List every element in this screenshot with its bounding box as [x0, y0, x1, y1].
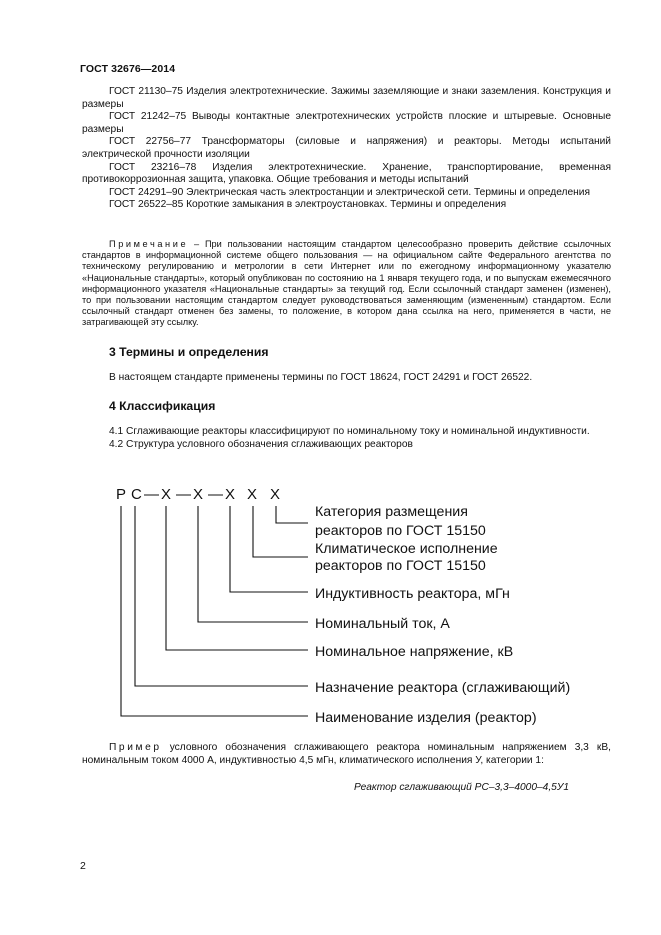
label-voltage: Номинальное напряжение, кВ [315, 644, 514, 660]
code-char: С [131, 486, 142, 503]
reference-item: ГОСТ 26522–85 Короткие замыкания в электроустановках. Термины и определения [109, 199, 507, 211]
reference-item: ГОСТ 23216–78 Изделия электротехнические. Хранение, транспортирование, временная противокоррозионная защита, упаковка. Общие требования и методы испытаний [82, 161, 611, 186]
label-climate-line2: реакторов по ГОСТ 15150 [315, 558, 486, 574]
document-header: ГОСТ 32676—2014 [80, 63, 176, 75]
leader-line-purpose [135, 506, 308, 686]
section-3-title: 3 Термины и определения [109, 345, 269, 359]
code-char: Х [225, 486, 236, 503]
code-char: — [144, 486, 159, 503]
code-char: Х [247, 486, 258, 503]
section-4-title: 4 Классификация [109, 399, 216, 413]
reference-item: ГОСТ 22756–77 Трансформаторы (силовые и напряжения) и реакторы. Методы испытаний электрической прочности изоляции [82, 136, 611, 160]
code-char: — [176, 486, 191, 503]
reference-item: ГОСТ 21242–75 Выводы контактные электротехнических устройств плоские и штыревые. Основные размеры [82, 111, 611, 135]
leader-line-product [121, 506, 308, 716]
label-inductance: Индуктивность реактора, мГн [315, 586, 510, 602]
reference-item: ГОСТ 24291–90 Электрическая часть электростанции и электрической сети. Термины и определения [109, 186, 590, 198]
code-char: Х [193, 486, 204, 503]
designation-labels [315, 504, 570, 726]
leader-line-voltage [166, 506, 308, 650]
label-placement-line1: Категория размещения [315, 504, 468, 520]
clause-4-1: 4.1 Сглаживающие реакторы классифицируют по номинальному току и номинальной индуктивности. [109, 426, 590, 437]
designation-code [116, 486, 280, 503]
code-char: — [208, 486, 223, 503]
note-text: – При пользовании настоящим стандартом целесообразно проверить действие ссылочных стандартов в информационной системе общего пользования — на официальном сайте Федерального агентства по техническому регулированию и метрологии в сети Интернет или по ежегодному информационному указателю «Национальные стандарты», который опубликован по состоянию на 1 января текущего года, и по выпускам ежемесячного информационного указателя «Национальные стандарты» за текущий год. Если ссылочный стандарт заменен (изменен), то при пользовании настоящим стандартом следует руководствоваться заменяющим (измененным) стандартом. Если ссылочный стандарт отменен без замены, то положение, в котором дана ссылка на него, применяется в части, не затрагивающей эту ссылку. [82, 239, 611, 328]
clause-4-2: 4.2 Структура условного обозначения сглаживающих реакторов [109, 438, 413, 450]
example-label: Пример [109, 742, 162, 753]
code-char: Х [161, 486, 172, 503]
leader-line-placement [276, 506, 308, 523]
label-current: Номинальный ток, А [315, 616, 450, 632]
label-placement-line2: реакторов по ГОСТ 15150 [315, 523, 486, 539]
label-purpose: Назначение реактора (сглаживающий) [315, 680, 571, 696]
code-char: Х [270, 486, 281, 503]
example-text: условного обозначения сглаживающего реактора номинальным напряжением 3,3 кВ, номинальным током 4000 А, индуктивностью 4,5 мГн, климатического исполнения У, категории 1: [82, 742, 611, 766]
reference-item: ГОСТ 21130–75 Изделия электротехнические. Зажимы заземляющие и знаки заземления. Конструкция и размеры [82, 86, 611, 110]
page-number: 2 [80, 860, 86, 872]
note-label: Примечание [109, 239, 189, 249]
leader-lines [121, 506, 308, 716]
leader-line-climate [253, 506, 308, 557]
example-designation: Реактор сглаживающий РС–3,3–4000–4,5У1 [353, 782, 569, 793]
label-product: Наименование изделия (реактор) [315, 710, 537, 726]
example-block [82, 742, 611, 767]
leader-line-inductance [230, 506, 308, 592]
code-char: Р [116, 486, 127, 503]
label-climate-line1: Климатическое исполнение [315, 541, 498, 557]
section-3-text: В настоящем стандарте применены термины по ГОСТ 18624, ГОСТ 24291 и ГОСТ 26522. [109, 372, 533, 383]
